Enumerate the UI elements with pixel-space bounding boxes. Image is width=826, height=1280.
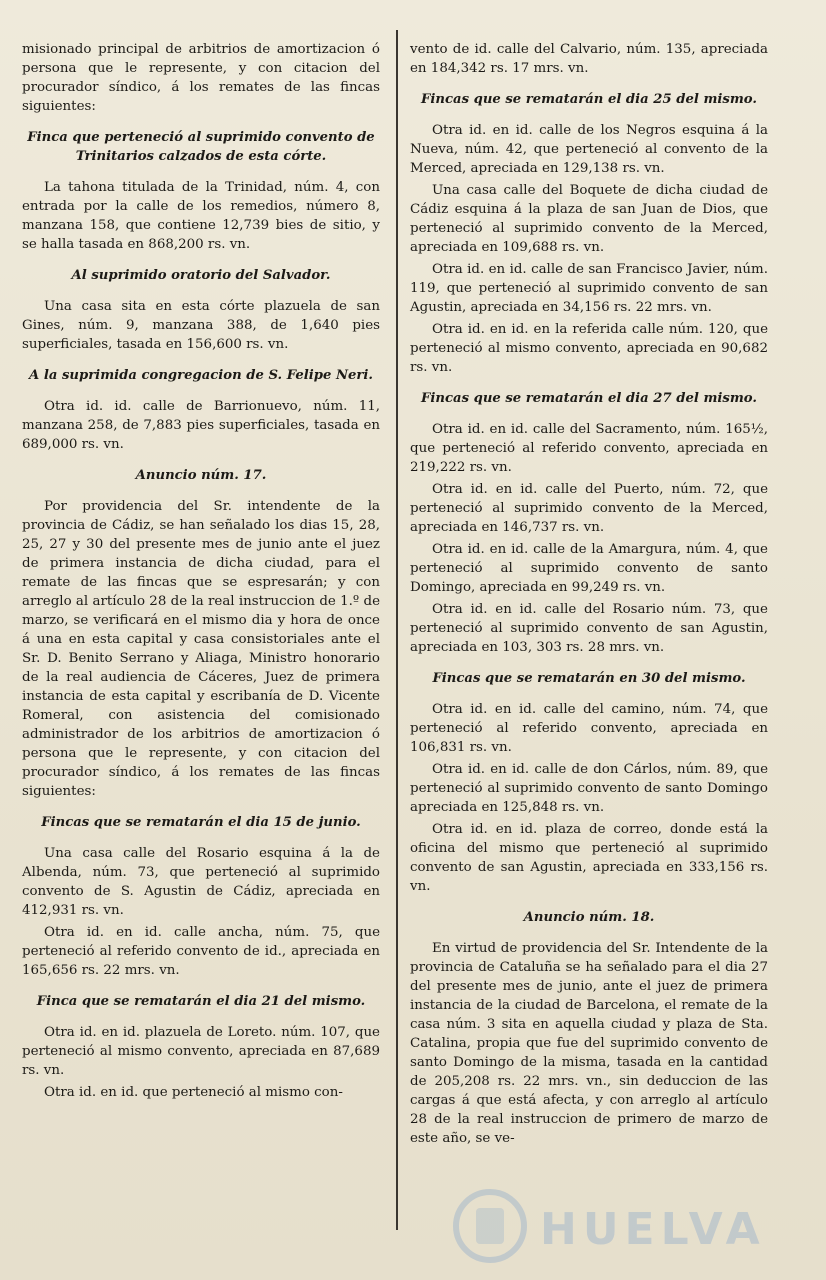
section-heading: Fincas que se rematarán el dia 27 del mismo. (421, 391, 757, 406)
paragraph: Una casa calle del Rosario esquina á la de Albenda, núm. 73, que perteneció al suprimido convento de S. Agustin de Cádiz, apreciada en 412,931 rs. vn. (22, 846, 380, 918)
section-heading: Fincas que se rematarán el dia 15 de junio. (41, 815, 361, 830)
paragraph: Una casa calle del Boquete de dicha ciudad de Cádiz esquina á la plaza de san Juan de Dios, que perteneció al suprimido convento de la Merced, apreciada en 109,688 rs. vn. (410, 183, 768, 255)
section-heading: Fincas que se rematarán en 30 del mismo. (432, 671, 746, 686)
watermark-text: HUELVA (540, 1204, 766, 1255)
paragraph: En virtud de providencia del Sr. Intendente de la provincia de Cataluña se ha señalado para el dia 27 del presente mes de junio, ante el juez de primera instancia de la ciudad de Barcelona, el remate de la casa núm. 3 sita en aquella ciudad y plaza de Sta. Catalina, propia que fue del suprimido convento de santo Domingo de la misma, tasada en la cantidad de 205,208 rs. 22 mrs. vn., sin deduccion de las cargas á que está afecta, y con arreglo al artículo 28 de la real instruccion de primero de marzo de este año, se ve- (410, 941, 768, 1146)
paragraph: Otra id. en id. plaza de correo, donde está la oficina del mismo que perteneció al suprimido convento de san Agustin, apreciada en 333,156 rs. vn. (410, 822, 768, 894)
paragraph: vento de id. calle del Calvario, núm. 135, apreciada en 184,342 rs. 17 mrs. vn. (410, 42, 768, 76)
paragraph: Por providencia del Sr. intendente de la provincia de Cádiz, se han señalado los dias 15, 28, 25, 27 y 30 del presente mes de junio ante el juez de primera instancia de dicha ciudad, para el remate de las fincas que se espresarán; y con arreglo al artículo 28 de la real instruccion de 1.º de marzo, se verificará en el mismo dia y hora de once á una en esta capital y casa consistoriales ante el Sr. D. Benito Serrano y Aliaga, Ministro honorario de la real audiencia de Cáceres, Juez de primera instancia de esta capital y escribanía de D. Vicente Romeral, con asistencia del comisionado administrador de los arbitrios de amortizacion ó persona que le represente, y con citacion del procurador síndico, á los remates de las fincas siguientes: (22, 499, 380, 799)
section-heading: Finca que se rematarán el dia 21 del mismo. (36, 994, 366, 1009)
section-heading: Anuncio núm. 17. (135, 468, 267, 483)
paragraph: Una casa sita en esta córte plazuela de san Gines, núm. 9, manzana 388, de 1,640 pies superficiales, tasada en 156,600 rs. vn. (22, 299, 380, 352)
section-heading: Anuncio núm. 18. (523, 910, 655, 925)
paragraph: Otra id. id. calle de Barrionuevo, núm. 11, manzana 258, de 7,883 pies superficiales, tasada en 689,000 rs. vn. (22, 399, 380, 452)
paragraph: Otra id. en id. calle de los Negros esquina á la Nueva, núm. 42, que perteneció al convento de la Merced, apreciada en 129,138 rs. vn. (410, 123, 768, 176)
paragraph: Otra id. en id. calle del Sacramento, núm. 165½, que perteneció al referido convento, apreciada en 219,222 rs. vn. (410, 422, 768, 475)
section-heading: Finca que perteneció al suprimido convento de Trinitarios calzados de esta córte. (27, 130, 375, 164)
left-column (22, 40, 380, 1105)
right-column (410, 40, 768, 1151)
paragraph: La tahona titulada de la Trinidad, núm. 4, con entrada por la calle de los remedios, número 8, manzana 158, que contiene 12,739 bies de sitio, y se halla tasada en 868,200 rs. vn. (22, 180, 380, 252)
paragraph: misionado principal de arbitrios de amortizacion ó persona que le represente, y con citacion del procurador síndico, á los remates de las fincas siguientes: (22, 42, 380, 114)
paragraph: Otra id. en id. calle del Rosario núm. 73, que perteneció al suprimido convento de san Agustin, apreciada en 103, 303 rs. 28 mrs. vn. (410, 602, 768, 655)
paragraph: Otra id. en id. plazuela de Loreto. núm. 107, que perteneció al mismo convento, apreciada en 87,689 rs. vn. (22, 1025, 380, 1078)
paragraph: Otra id. en id. calle ancha, núm. 75, que perteneció al referido convento de id., apreciada en 165,656 rs. 22 mrs. vn. (22, 925, 380, 978)
paragraph: Otra id. en id. calle de don Cárlos, núm. 89, que perteneció al suprimido convento de santo Domingo apreciada en 125,848 rs. vn. (410, 762, 768, 815)
library-watermark (420, 1180, 800, 1270)
paragraph: Otra id. en id. en la referida calle núm. 120, que perteneció al mismo convento, apreciada en 90,682 rs. vn. (410, 322, 768, 375)
paragraph: Otra id. en id. calle de la Amargura, núm. 4, que perteneció al suprimido convento de santo Domingo, apreciada en 99,249 rs. vn. (410, 542, 768, 595)
paragraph: Otra id. en id. calle de san Francisco Javier, núm. 119, que perteneció al suprimido convento de san Agustin, apreciada en 34,156 rs. 22 mrs. vn. (410, 262, 768, 315)
column-divider (396, 30, 398, 1230)
section-heading: Al suprimido oratorio del Salvador. (71, 268, 331, 283)
paragraph: Otra id. en id. que perteneció al mismo con- (44, 1085, 343, 1100)
section-heading: Fincas que se rematarán el dia 25 del mismo. (421, 92, 757, 107)
section-heading: A la suprimida congregacion de S. Felipe Neri. (29, 368, 373, 383)
paragraph: Otra id. en id. calle del camino, núm. 74, que perteneció al referido convento, apreciada en 106,831 rs. vn. (410, 702, 768, 755)
paragraph: Otra id. en id. calle del Puerto, núm. 72, que perteneció al suprimido convento de la Merced, apreciada en 146,737 rs. vn. (410, 482, 768, 535)
watermark-logo-icon (450, 1186, 530, 1266)
